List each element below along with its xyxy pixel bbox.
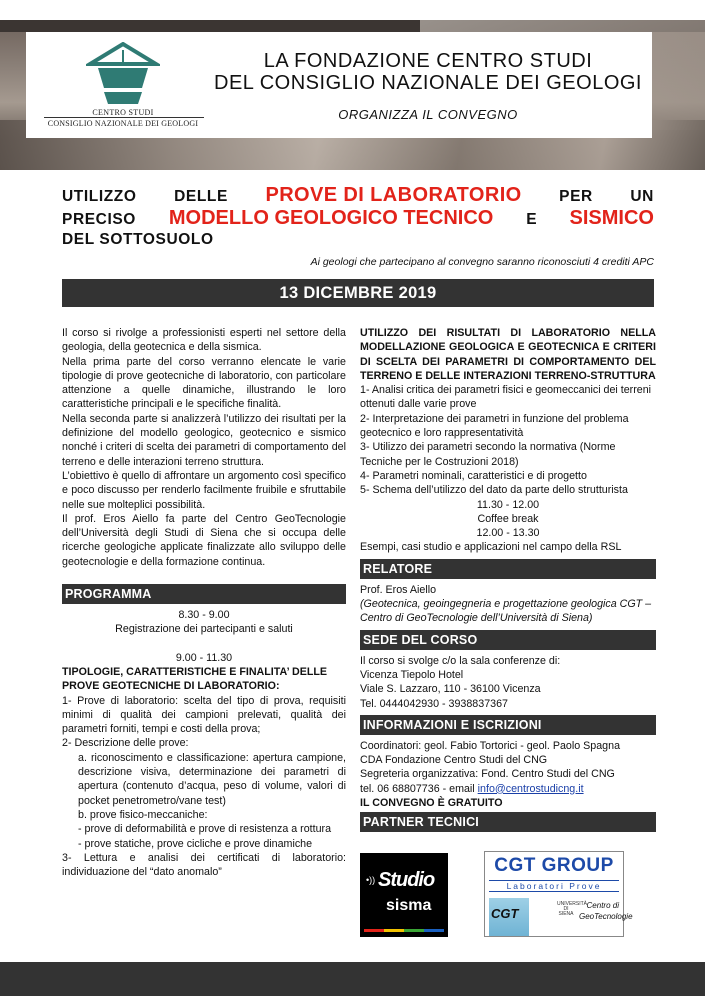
relatore-heading: RELATORE (360, 559, 656, 579)
session1-subitem: b. prove fisico-meccaniche: (78, 808, 208, 821)
session1-item: 2- Descrizione delle prove: (62, 737, 189, 750)
cgt-group-title: CGT GROUP (494, 855, 614, 876)
time-slot: 12.00 - 13.30 (476, 527, 540, 540)
event-title (62, 184, 654, 249)
coffee-break: Coffee break (477, 512, 539, 525)
sede-line: Viale S. Lazzaro, 110 - 36100 Vicenza (360, 683, 541, 696)
relatore-desc: (Geotecnica, geoingegneria e progettazione geologica CGT – Centro di GeoTecnologie dell’Università di Siena) (360, 598, 652, 625)
info-phone: tel. 06 68807736 - email (360, 782, 475, 795)
cgt-logo-text: CGT (491, 906, 519, 921)
session2-item: 5- Schema dell’utilizzo del dato da parte dello strutturista (360, 484, 628, 497)
sede-phone: Tel. 0444042930 - 3938837367 (360, 697, 508, 710)
info-line: Coordinatori: geol. Fabio Tortorici - geol. Paolo Spagna (360, 739, 621, 752)
title-word: UN (630, 188, 654, 205)
sede-heading: SEDE DEL CORSO (360, 630, 656, 650)
free-notice: IL CONVEGNO È GRATUITO (360, 797, 503, 810)
signal-dots-icon: •)) (366, 875, 376, 885)
session1-title: TIPOLOGIE, CARATTERISTICHE E FINALITA’ DELLE PROVE GEOTECNICHE DI LABORATORIO: (62, 665, 328, 693)
title-word: DELLE (174, 188, 228, 205)
title-line1 (62, 184, 654, 207)
left-column (62, 326, 346, 879)
time-slot: 9.00 - 11.30 (175, 651, 233, 664)
session2-item: 4- Parametri nominali, caratteristici e di progetto (360, 469, 587, 482)
university-seal: UNIVERSITÀ DI SIENA (557, 901, 588, 917)
centro-geotecnologie: Centro di GeoTecnologie (579, 901, 633, 921)
organizza-text: ORGANIZZA IL CONVEGNO (338, 107, 518, 122)
intro-paragraph: Il corso si rivolge a professionisti esperti nel settore della geologia, della geotecnica e della sismica. (62, 327, 346, 354)
intro-paragraph: Nella seconda parte si analizzerà l’utilizzo dei risultati per la definizione del modello geologico, geotecnico e sismico nonché i criteri di scelta dei parametri di comportamento del terreno e delle interazioni terreno struttura. (62, 412, 346, 468)
org-name-line1: LA FONDAZIONE CENTRO STUDI (263, 50, 593, 72)
session1-subitem: a. riconoscimento e classificazione: apertura campione, descrizione visiva, determinazione dei parametri di apertura (contenuto d’acqua, peso di volume, valori di pocket penetrometro/vane test) (78, 751, 346, 807)
partners-logos (360, 849, 656, 937)
color-stripe (364, 929, 444, 932)
logo-rule (44, 117, 204, 118)
partners-heading: PARTNER TECNICI (360, 812, 656, 832)
title-highlight: SISMICO (569, 207, 654, 229)
title-highlight: PROVE DI LABORATORIO (265, 184, 522, 206)
session2-item: 1- Analisi critica dei parametri fisici e geomeccanici dei terreni ottenuti dalle varie prove (360, 384, 652, 411)
cgt-group-logo (484, 851, 633, 937)
relatore-name: Prof. Eros Aiello (360, 583, 437, 596)
logo-text-line2: CONSIGLIO NAZIONALE DEI GEOLOGI (47, 119, 199, 128)
org-name-line2: DEL CONSIGLIO NAZIONALE DEI GEOLOGI (214, 72, 642, 94)
intro-paragraph: L’obiettivo è quello di affrontare un argomento così specifico e poco discusso per renderlo facilmente fruibile e sfruttabile nelle sue molteplici possibilità. (62, 469, 346, 511)
esempi-text: Esempi, casi studio e applicazioni nel campo della RSL (360, 541, 622, 554)
info-heading: INFORMAZIONI E ISCRIZIONI (360, 715, 656, 735)
title-word: UTILIZZO (62, 188, 137, 205)
info-line: Segreteria organizzativa: Fond. Centro Studi del CNG (360, 768, 615, 781)
session1-item: 3- Lettura e analisi dei certificati di laboratorio: individuazione del “dato anomalo” (62, 851, 346, 879)
session2-item: 2- Interpretazione dei parametri in funzione del problema geotecnico e loro rappresentatività (360, 412, 629, 440)
title-word: PRECISO (62, 211, 136, 228)
header-card (26, 32, 652, 138)
credits-note: Ai geologi che partecipano al convegno saranno riconosciuti 4 crediti APC (310, 256, 654, 268)
title-highlight: MODELLO GEOLOGICO TECNICO (168, 207, 494, 229)
studio-sisma-word2: sisma (386, 897, 432, 914)
studio-sisma-logo (360, 853, 448, 937)
sede-line: Il corso si svolge c/o la sala conferenze di: (360, 654, 561, 667)
time-slot: 8.30 - 9.00 (178, 609, 230, 622)
sede-line: Vicenza Tiepolo Hotel (360, 668, 464, 681)
footer-bar (0, 962, 705, 996)
programma-heading: PROGRAMMA (62, 584, 346, 604)
cgt-group-sub: Laboratori Prove (489, 880, 619, 892)
time-slot: 11.30 - 12.00 (476, 498, 540, 511)
info-line: CDA Fondazione Centro Studi del CNG (360, 754, 548, 767)
session1-subitem: - prove di deformabilità e prove di resistenza a rottura (78, 823, 332, 836)
intro-paragraph: Il prof. Eros Aiello fa parte del Centro GeoTecnologie dell’Università degli Studi di Siena che si occupa delle ricerche geologiche applicate finalizzate allo sviluppo delle geotecnologie e della formazione continua. (62, 512, 346, 568)
registration-text: Registrazione dei partecipanti e saluti (115, 623, 293, 636)
right-column (360, 326, 656, 832)
session1-subitem: - prove statiche, prove cicliche e prove dinamiche (78, 837, 313, 850)
building-logo-icon (86, 42, 160, 106)
title-line3: DEL SOTTOSUOLO (62, 231, 214, 248)
session2-title: UTILIZZO DEI RISULTATI DI LABORATORIO NELLA MODELLAZIONE GEOLOGICA E GEOTECNICA E CRITERI DI SCELTA DEI PARAMETRI DI COMPORTAMENTO DEL TERRENO E DELLE INTERAZIONI TERRENO-STRUTTURA (360, 327, 656, 382)
event-date: 13 DICEMBRE 2019 (62, 279, 654, 307)
info-contact (360, 782, 656, 796)
session1-item: 1- Prove di laboratorio: scelta del tipo di prova, requisiti minimi di qualità dei campioni prelevati, qualità dei parametri forniti, tempi e costi della prova; (62, 694, 346, 736)
email-link[interactable]: info@centrostudicng.it (477, 782, 584, 795)
studio-sisma-word1: Studio (378, 869, 435, 891)
session2-item: 3- Utilizzo dei parametri secondo la normativa (Norme Tecniche per le Costruzioni 2018) (360, 441, 616, 468)
logo-text-line1: CENTRO STUDI (92, 108, 154, 117)
title-word: PER (559, 188, 593, 205)
title-line2 (62, 207, 654, 230)
cng-logo (38, 40, 208, 134)
title-word: E (526, 211, 537, 228)
intro-paragraph: Nella prima parte del corso verranno elencate le varie tipologie di prove geotecniche di laboratorio, con particolare attenzione a quelle dinamiche, illustrando le loro caratteristiche principali e le specifiche finalità. (62, 355, 346, 411)
